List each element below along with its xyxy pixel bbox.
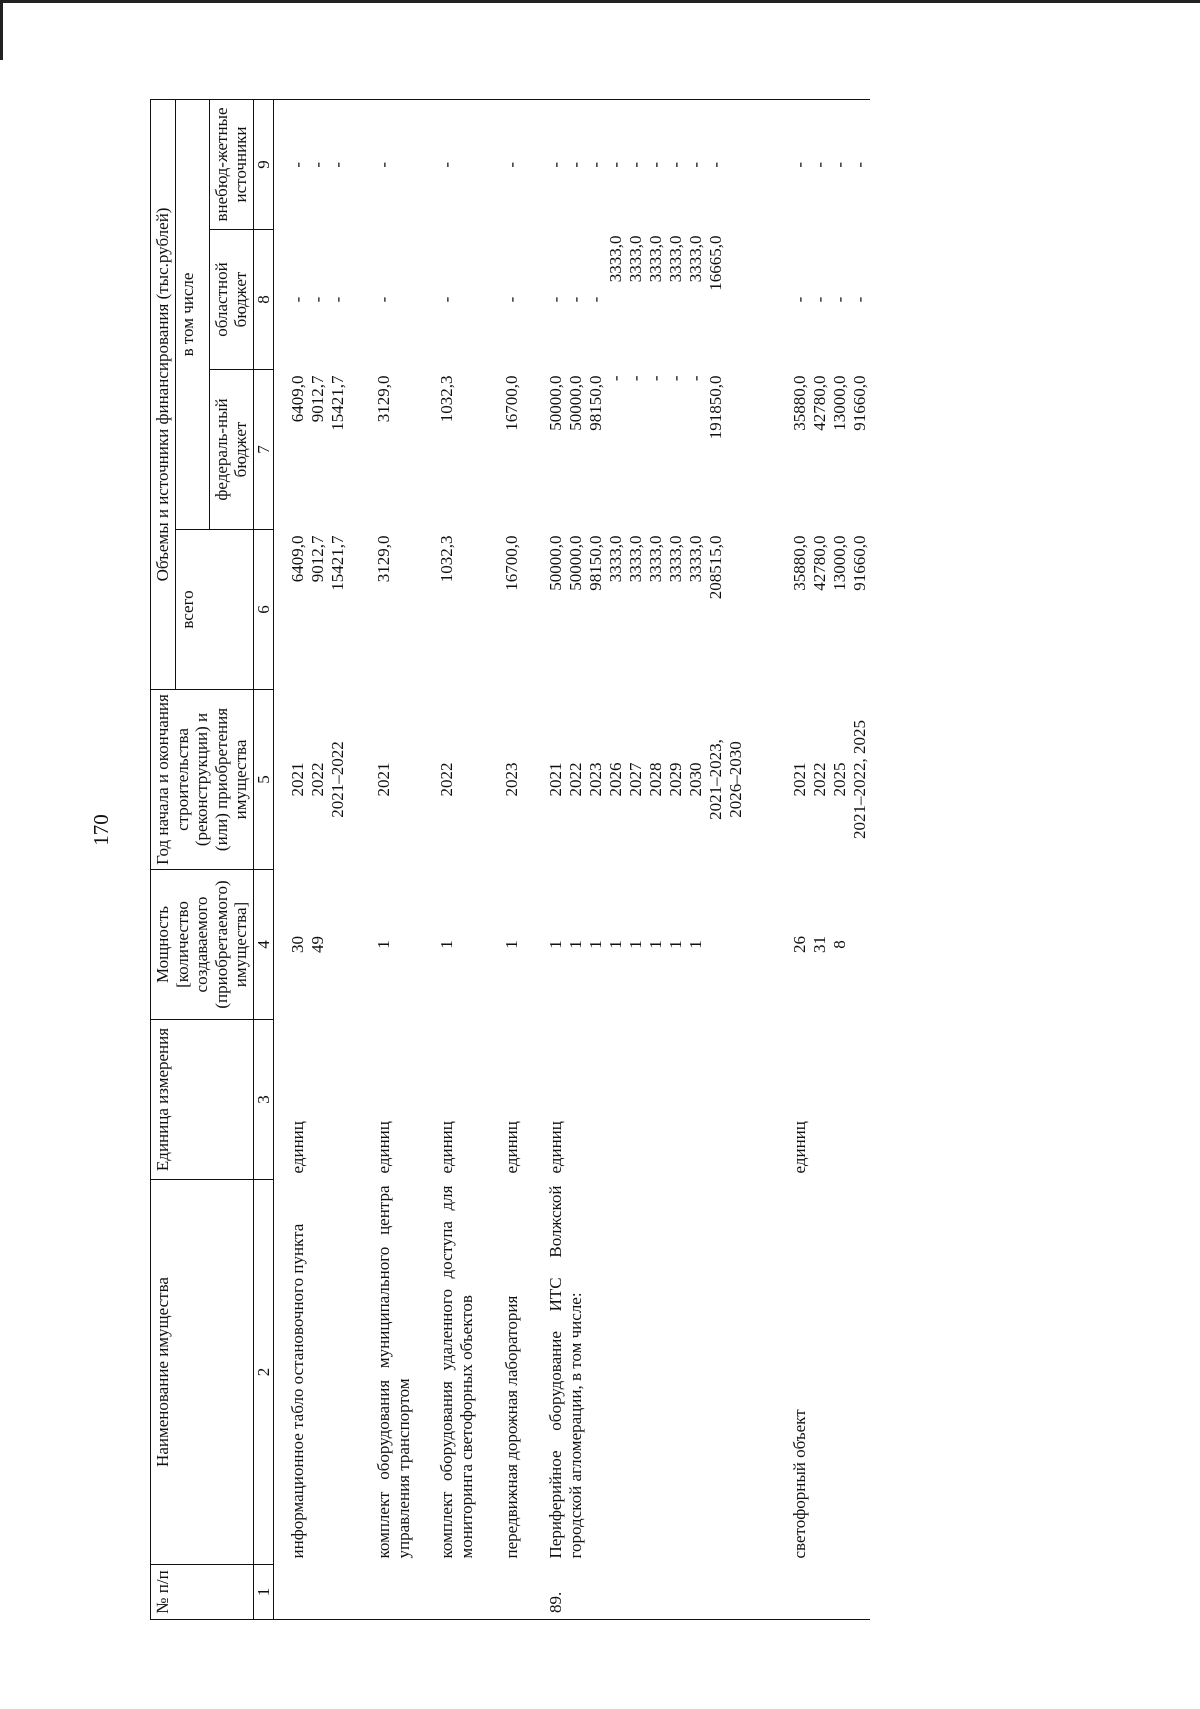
row-num: 89. bbox=[546, 1565, 746, 1620]
row-federal: 35880,0 42780,0 13000,0 91660,0 bbox=[790, 375, 870, 431]
row-regional: - bbox=[502, 296, 522, 303]
row-total: 35880,0 42780,0 13000,0 91660,0 bbox=[790, 535, 870, 591]
row-num bbox=[790, 1565, 870, 1620]
header-power: Мощность [количество создаваемого (приобретаемого) имущества] bbox=[151, 870, 254, 1020]
header-extra: внебюд-жетные источники bbox=[209, 99, 253, 229]
header-num: № п/п bbox=[151, 1565, 254, 1620]
row-unit: единиц bbox=[546, 1121, 566, 1174]
row-regional: - - - - bbox=[790, 296, 870, 303]
row-num bbox=[374, 1565, 413, 1620]
row-power: 1 bbox=[502, 940, 522, 949]
row-regional: - bbox=[437, 296, 457, 303]
col-number: 2 bbox=[253, 1180, 274, 1565]
table-row bbox=[546, 99, 746, 1619]
col-number: 1 bbox=[253, 1565, 274, 1620]
header-unit: Единица измерения bbox=[151, 1020, 254, 1180]
row-federal: 6409,0 9012,7 15421,7 bbox=[288, 375, 348, 431]
row-power: 1 1 1 1 1 1 1 1 bbox=[546, 940, 706, 949]
row-unit: единиц bbox=[790, 1121, 810, 1174]
row-total: 16700,0 bbox=[502, 535, 522, 591]
row-num bbox=[288, 1565, 348, 1620]
row-num bbox=[502, 1565, 522, 1620]
row-unit: единиц bbox=[288, 1121, 308, 1174]
table-row bbox=[374, 99, 413, 1619]
row-extra: - bbox=[374, 99, 413, 229]
column-number-row bbox=[253, 99, 274, 1619]
table-body bbox=[274, 99, 871, 1619]
row-unit: единиц bbox=[374, 1121, 394, 1174]
col-number: 6 bbox=[253, 530, 274, 690]
row-federal: 50000,0 50000,0 98150,0 - - - - - 191850,0 bbox=[546, 375, 726, 440]
row-unit: единиц bbox=[502, 1121, 522, 1174]
header-regional: областной бюджет bbox=[209, 230, 253, 370]
row-name: комплект оборудования удаленного доступа для мониторинга светофорных объектов bbox=[437, 1185, 476, 1559]
table-row bbox=[288, 99, 348, 1619]
row-extra: - bbox=[502, 99, 522, 229]
col-number: 9 bbox=[253, 99, 274, 229]
row-unit: единиц bbox=[437, 1121, 457, 1174]
rotated-table-container bbox=[150, 100, 1030, 1620]
col-number: 5 bbox=[253, 690, 274, 870]
row-federal: 3129,0 bbox=[374, 375, 394, 423]
row-power: 26 31 8 bbox=[790, 936, 850, 953]
financing-table bbox=[150, 99, 870, 1620]
page-number: 170 bbox=[89, 814, 113, 846]
row-total: 1032,3 bbox=[437, 535, 457, 583]
row-regional: - - - bbox=[288, 296, 348, 303]
col-number: 4 bbox=[253, 870, 274, 1020]
table-row bbox=[790, 99, 870, 1619]
row-extra: - - - - - - - - - bbox=[546, 99, 746, 229]
top-edge-line bbox=[0, 0, 1200, 3]
row-total: 3129,0 bbox=[374, 535, 394, 583]
col-number: 3 bbox=[253, 1020, 274, 1180]
row-total: 6409,0 9012,7 15421,7 bbox=[288, 535, 348, 591]
row-power: 30 49 bbox=[288, 936, 328, 953]
row-extra: - bbox=[437, 99, 476, 229]
row-year: 2021 2022 2023 2026 2027 2028 2029 2030 2021–2023, 2026–2030 bbox=[546, 739, 746, 820]
header-year: Год начала и окончания строительства (реконструкции) и (или) приобретения имущества bbox=[151, 690, 254, 870]
header-total: всего bbox=[175, 530, 253, 690]
row-total: 50000,0 50000,0 98150,0 3333,0 3333,0 3333,0 3333,0 3333,0 208515,0 bbox=[546, 535, 726, 600]
header-including: в том числе bbox=[175, 99, 209, 529]
row-power: 1 bbox=[374, 940, 394, 949]
row-year: 2021 2022 2025 2021–2022, 2025 bbox=[790, 720, 870, 839]
left-edge-line bbox=[0, 0, 3, 60]
header-federal: федераль-ный бюджет bbox=[209, 370, 253, 530]
row-federal: 16700,0 bbox=[502, 375, 522, 431]
row-name: комплект оборудования муниципального центра управления транспортом bbox=[374, 1185, 413, 1559]
row-extra: - - - bbox=[288, 99, 348, 229]
row-year: 2023 bbox=[502, 762, 522, 797]
row-year: 2022 bbox=[437, 762, 457, 797]
row-power: 1 bbox=[437, 940, 457, 949]
row-year: 2021 bbox=[374, 762, 394, 797]
header-funding: Объемы и источники финансирования (тыс.рублей) bbox=[151, 99, 176, 689]
table-row bbox=[502, 99, 522, 1619]
row-name: светофорный объект bbox=[790, 1409, 810, 1559]
table-row bbox=[437, 99, 476, 1619]
row-name: информационное табло остановочного пункта bbox=[288, 1223, 308, 1559]
header-name: Наименование имущества bbox=[151, 1180, 254, 1565]
row-federal: 1032,3 bbox=[437, 375, 457, 423]
col-number: 7 bbox=[253, 370, 274, 530]
row-regional: - - - 3333,0 3333,0 3333,0 3333,0 3333,0 16665,0 bbox=[546, 235, 726, 303]
col-number: 8 bbox=[253, 230, 274, 370]
row-year: 2021 2022 2021–2022 bbox=[288, 741, 348, 818]
row-name: передвижная дорожная лаборатория bbox=[502, 1295, 522, 1559]
row-name: Периферийное оборудование ИТС Волжской городской агломерации, в том числе: bbox=[546, 1185, 586, 1559]
row-regional: - bbox=[374, 296, 394, 303]
row-extra: - - - - bbox=[790, 99, 870, 229]
row-num bbox=[437, 1565, 476, 1620]
